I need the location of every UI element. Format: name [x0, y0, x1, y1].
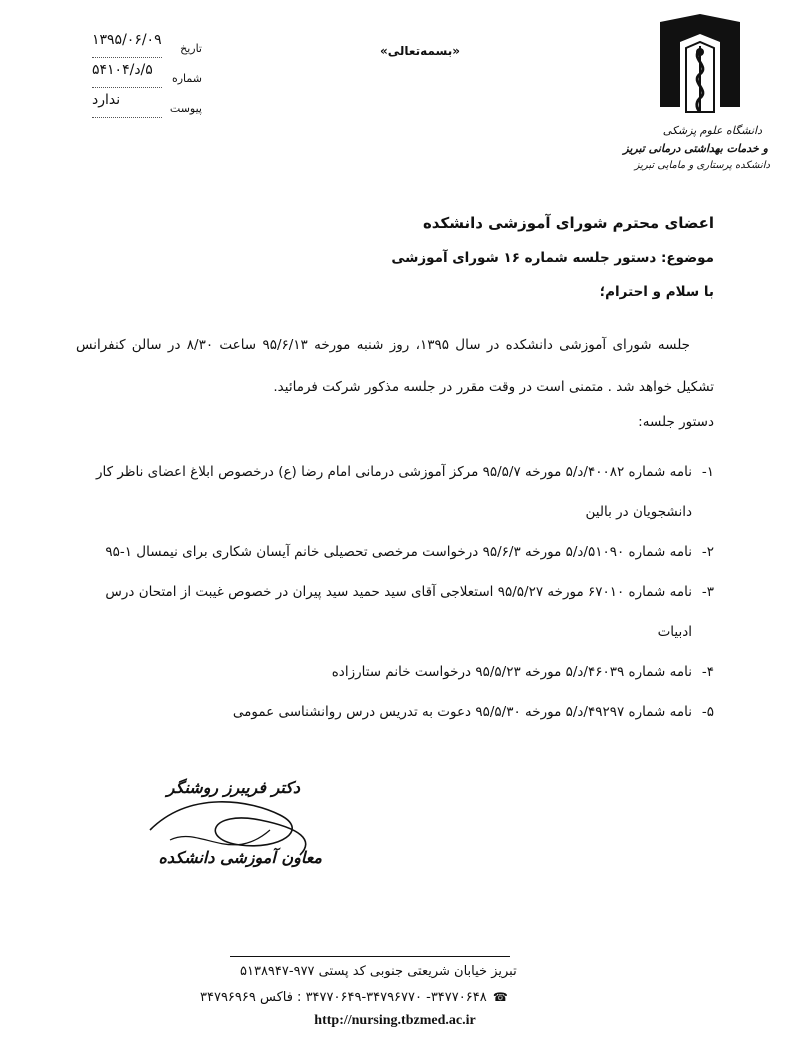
agenda-item	[76, 652, 714, 692]
agenda-item-text: نامه شماره ۴۰۰۸۲/د/۵ مورخه ۹۵/۵/۷ مرکز آموزشی درمانی امام رضا (ع) درخصوص ابلاغ اعضای ناظر کار دانشجویان در بالین	[95, 464, 692, 520]
bismillah-heading: «بسمه‌تعالی»	[380, 44, 460, 58]
letter-salutation: با سلام و احترام؛	[599, 284, 714, 300]
agenda-title: دستور جلسه:	[638, 414, 714, 430]
agenda-item-text: نامه شماره ۴۹۲۹۷/د/۵ مورخه ۹۵/۵/۳۰ دعوت به تدریس درس روانشناسی عمومی	[232, 704, 692, 720]
signer-title: معاون آموزشی دانشکده	[158, 848, 322, 867]
logo-school-name: دانشکده پرستاری و مامایی تبریز	[634, 160, 770, 171]
attachment-label: پیوست	[169, 102, 202, 115]
footer-phone-numbers: ۳۴۷۷۰۶۴۸- ۳۴۷۷۰۶۴۹-۳۴۷۹۶۷۷۰ : فاکس ۳۴۷۹۶۹۶۹	[200, 990, 487, 1005]
signer-name: دکتر فریبرز روشنگر	[166, 778, 300, 797]
footer-phones	[200, 990, 508, 1005]
agenda-item	[76, 532, 714, 572]
footer-website-link[interactable]: http://nursing.tbzmed.ac.ir	[314, 1013, 476, 1028]
agenda-item-number: ۳-	[701, 584, 714, 600]
letter-paragraph: جلسه شورای آموزشی دانشکده در سال ۱۳۹۵، روز شنبه مورخه ۹۵/۶/۱۳ ساعت ۸/۳۰ در سالن کنفرانس تشکیل خواهد شد . متمنی است در وقت مقرر در جلسه مذکور شرکت فرمائید.	[76, 337, 714, 395]
logo-emblem-icon	[650, 12, 750, 122]
telephone-icon: ☎	[492, 990, 508, 1004]
signature-block	[130, 770, 330, 890]
meta-attachment-row	[92, 92, 202, 118]
meta-date-row	[92, 32, 202, 58]
date-dotted-line	[92, 57, 162, 58]
number-value: ۵/د/۵۴۱۰۴	[92, 62, 153, 78]
number-dotted-line	[92, 87, 162, 88]
date-value: ۱۳۹۵/۰۶/۰۹	[92, 32, 162, 48]
date-label: تاریخ	[180, 42, 202, 55]
agenda-item-number: ۲-	[701, 544, 714, 560]
logo-university-services: و خدمات بهداشتی درمانی تبریز	[623, 142, 768, 155]
university-logo	[623, 12, 770, 182]
number-label: شماره	[171, 72, 202, 85]
agenda-list	[76, 452, 714, 732]
agenda-item	[76, 572, 714, 652]
agenda-item	[76, 452, 714, 532]
letter-recipient: اعضای محترم شورای آموزشی دانشکده	[422, 214, 714, 232]
agenda-item-text: نامه شماره ۶۷۰۱۰ مورخه ۹۵/۵/۲۷ استعلاجی آقای سید حمید سید پیران در خصوص غیبت از امتحان درس ادبیات	[105, 584, 692, 640]
attachment-dotted-line	[92, 117, 162, 118]
letter-subject: موضوع: دستور جلسه شماره ۱۶ شورای آموزشی	[391, 250, 714, 266]
logo-university-name: دانشگاه علوم پزشکی	[662, 124, 762, 137]
attachment-value: ندارد	[92, 92, 121, 108]
footer-address: تبریز خیابان شریعتی جنوبی کد پستی ۹۷۷-۵۱۳۸۹۴۷	[240, 964, 517, 979]
agenda-item	[76, 692, 714, 732]
agenda-item-number: ۱-	[701, 464, 714, 480]
agenda-item-text: نامه شماره ۴۶۰۳۹/د/۵ مورخه ۹۵/۵/۲۳ درخواست خانم ستارزاده	[331, 664, 692, 680]
agenda-item-text: نامه شماره ۵۱۰۹۰/د/۵ مورخه ۹۵/۶/۳ درخواست مرخصی تحصیلی خانم آیسان شکاری برای نیمسال ۱-۹۵	[105, 544, 692, 560]
footer-divider	[230, 956, 510, 957]
meta-number-row	[92, 62, 202, 88]
agenda-item-number: ۵-	[701, 704, 714, 720]
agenda-item-number: ۴-	[701, 664, 714, 680]
